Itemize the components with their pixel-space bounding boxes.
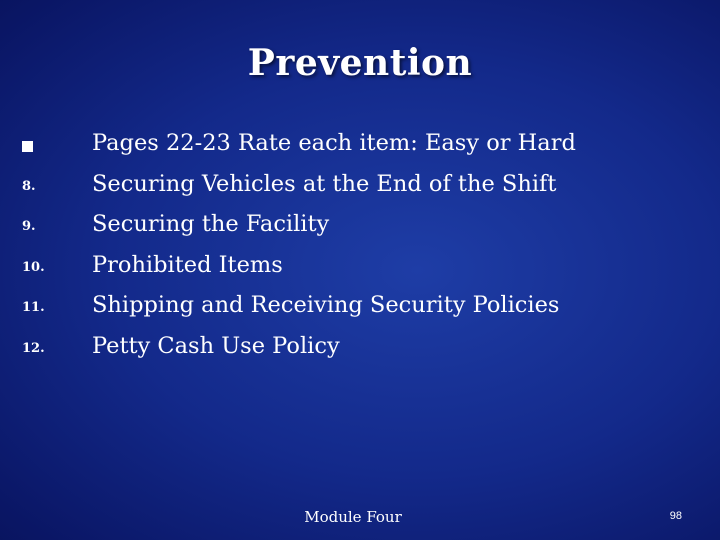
list-item	[0, 169, 700, 210]
list-item	[0, 290, 700, 331]
list-item	[0, 209, 700, 250]
list-item-number: 11.	[22, 300, 45, 316]
list-item-text: Prohibited Items	[92, 251, 283, 278]
list-item-text: Petty Cash Use Policy	[92, 332, 340, 359]
list-item-text: Securing Vehicles at the End of the Shift	[92, 170, 557, 197]
list-item-text: Securing the Facility	[92, 211, 330, 238]
page-number: 98	[669, 510, 682, 522]
square-bullet-icon	[22, 141, 33, 152]
list-item	[0, 250, 700, 291]
list-item-text: Pages 22-23 Rate each item: Easy or Hard	[92, 130, 576, 156]
list-item-number: 12.	[22, 340, 45, 356]
footer-text: Module Four	[304, 508, 402, 526]
bullet-list	[0, 128, 700, 372]
list-item	[0, 128, 700, 169]
list-item	[0, 331, 700, 372]
list-item-text: Shipping and Receiving Security Policies	[92, 292, 560, 319]
list-item-number: 9.	[22, 219, 36, 235]
slide-title: Prevention	[247, 42, 473, 84]
list-item-number: 10.	[22, 259, 45, 275]
list-item-number: 8.	[22, 178, 36, 194]
